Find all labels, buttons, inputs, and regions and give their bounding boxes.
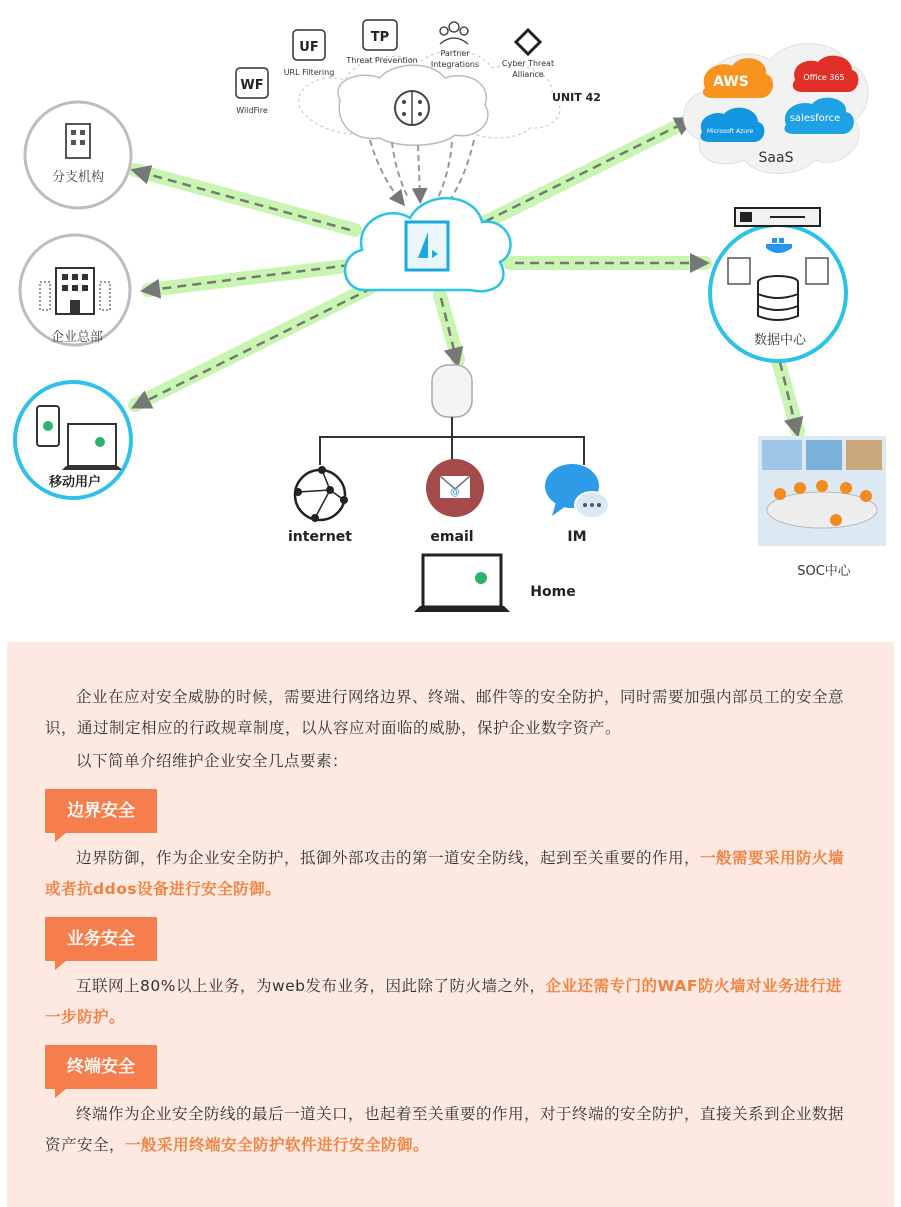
- chat-bubble-icon: [545, 464, 609, 518]
- core-firewall-cloud: [345, 198, 510, 291]
- datacenter-node: [710, 208, 846, 361]
- cta-logo-icon: [516, 30, 540, 54]
- section-endpoint-security: [45, 1033, 856, 1161]
- section-highlight: 一般采用终端安全防护软件进行安全防御。: [125, 1136, 430, 1154]
- threat-prevention-badge: [345, 20, 417, 65]
- email-node: [426, 459, 484, 545]
- im-node: [545, 464, 609, 545]
- partner-label: Partner: [440, 49, 470, 58]
- firewall-logo-icon: [406, 222, 448, 270]
- section-boundary-security: [45, 777, 856, 905]
- wildfire-badge: [236, 68, 268, 115]
- section-business-security: [45, 905, 856, 1033]
- section-tag: 边界安全: [45, 789, 157, 833]
- salesforce-label: salesforce: [789, 113, 841, 124]
- saas-label: SaaS: [758, 150, 794, 166]
- saas-node: [684, 44, 868, 174]
- cta-label-2: Alliance: [512, 70, 544, 79]
- url-filtering-label: URL Filtering: [283, 68, 335, 77]
- cta-label-1: Cyber Threat: [501, 59, 555, 68]
- mobile-label: 移动用户: [48, 475, 102, 490]
- aws-label: AWS: [713, 74, 749, 90]
- section-text: 终端作为企业安全防线的最后一道关口，也起着至关重要的作用，对于终端的安全防护，直接关系到企业数据资产安全，一般采用终端安全防护软件进行安全防御。: [45, 1105, 845, 1154]
- threat-prevention-code: TP: [370, 30, 390, 45]
- laptop-icon: [62, 424, 122, 470]
- section-highlight: 一般需要采用防火墙或者抗ddos设备进行安全防御。: [45, 849, 845, 898]
- url-filtering-badge: [284, 30, 335, 77]
- server-appliance-icon: [735, 208, 820, 226]
- integrations-label: Integrations: [430, 60, 480, 69]
- email-label: email: [430, 529, 474, 545]
- section-tag: 业务安全: [45, 917, 157, 961]
- people-icon: [440, 22, 468, 44]
- database-icon: [758, 276, 798, 320]
- internet-label: internet: [287, 529, 353, 545]
- soc-label: SOC中心: [797, 564, 851, 579]
- svg-text:@: @: [450, 487, 460, 498]
- intro-paragraph: 企业在应对安全威胁的时候，需要进行网络边界、终端、邮件等的安全防护，同时需要加强内部员工的安全意识，通过制定相应的行政规章制度，以从容应对面临的威胁，保护企业数字资产。: [45, 688, 845, 737]
- phone-icon: [37, 406, 59, 446]
- threat-prevention-label: Threat Prevention: [346, 56, 418, 65]
- unit42-logo: UNIT 42: [552, 91, 601, 104]
- home-laptop-icon: [414, 555, 510, 612]
- home-label: Home: [530, 584, 576, 600]
- section-text: 边界防御，作为企业安全防护，抵御外部攻击的第一道安全防线，起到至关重要的作用，一般需要采用防火墙或者抗ddos设备进行安全防御。: [45, 849, 845, 898]
- gateway-device: [320, 365, 584, 465]
- branch-node: [25, 102, 131, 208]
- im-label: IM: [567, 529, 587, 545]
- cyber-threat-alliance-badge: [502, 30, 554, 79]
- office365-label: Office 365: [803, 73, 845, 82]
- section-tag: 终端安全: [45, 1045, 157, 1089]
- section-highlight: 企业还需专门的WAF防火墙对业务进行进一步防护。: [45, 977, 843, 1026]
- hq-label: 企业总部: [50, 330, 104, 345]
- intro-lead: 以下简单介绍维护企业安全几点要素：: [76, 752, 349, 770]
- article-panel: [7, 642, 894, 1207]
- wildfire-label: WildFire: [236, 106, 268, 115]
- azure-label: Microsoft Azure: [706, 128, 754, 135]
- soc-node: [758, 436, 886, 579]
- network-globe-icon: [294, 466, 348, 522]
- datacenter-label: 数据中心: [753, 333, 807, 348]
- partner-integrations-badge: [431, 22, 479, 69]
- section-text: 互联网上80%以上业务，为web发布业务，因此除了防火墙之外，企业还需专门的WAF防火墙对业务进行进一步防护。: [45, 977, 843, 1026]
- wildfire-code: WF: [240, 78, 264, 93]
- branch-label: 分支机构: [51, 170, 105, 185]
- internet-node: [288, 466, 352, 545]
- hq-node: [20, 235, 130, 345]
- mobile-node: [15, 382, 131, 498]
- home-node: [414, 555, 576, 612]
- url-filtering-code: UF: [299, 40, 319, 55]
